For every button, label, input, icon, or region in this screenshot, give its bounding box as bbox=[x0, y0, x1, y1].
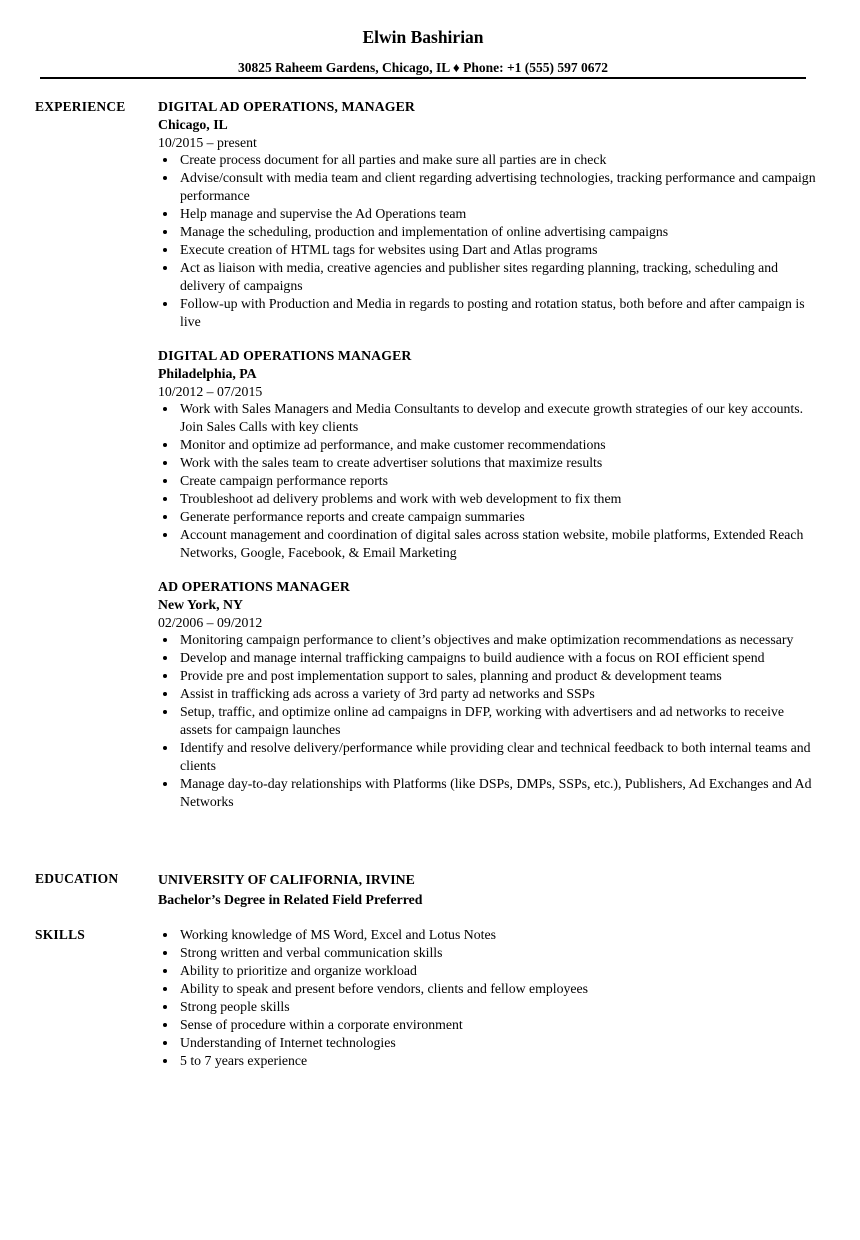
list-item: Strong people skills bbox=[158, 998, 818, 1016]
skills-heading: SKILLS bbox=[35, 927, 85, 942]
candidate-name: Elwin Bashirian bbox=[362, 27, 484, 47]
job-dates: 02/2006 – 09/2012 bbox=[158, 615, 263, 630]
list-item: Manage day-to-day relationships with Platforms (like DSPs, DMPs, SSPs, etc.), Publishers, Ad Exchanges and Ad Networks bbox=[158, 775, 818, 811]
job-dates: 10/2012 – 07/2015 bbox=[158, 384, 263, 399]
list-item: Create process document for all parties and make sure all parties are in check bbox=[158, 151, 818, 169]
list-item: Work with the sales team to create advertiser solutions that maximize results bbox=[158, 454, 818, 472]
job-bullets bbox=[158, 631, 818, 811]
education-heading: EDUCATION bbox=[35, 871, 119, 886]
list-item: Provide pre and post implementation support to sales, planning and product & development teams bbox=[158, 667, 818, 685]
list-item: Follow-up with Production and Media in regards to posting and rotation status, both before and after campaign is live bbox=[158, 295, 818, 331]
job-location: New York, NY bbox=[158, 597, 243, 612]
experience-content bbox=[158, 98, 818, 827]
list-item: Understanding of Internet technologies bbox=[158, 1034, 818, 1052]
skills-content bbox=[158, 926, 818, 1070]
job-title: DIGITAL AD OPERATIONS MANAGER bbox=[158, 348, 412, 363]
job-bullets bbox=[158, 400, 818, 562]
header-divider bbox=[40, 77, 806, 79]
list-item: Develop and manage internal trafficking campaigns to build audience with a focus on ROI efficient spend bbox=[158, 649, 818, 667]
list-item: Help manage and supervise the Ad Operations team bbox=[158, 205, 818, 223]
job-bullets bbox=[158, 151, 818, 331]
list-item: 5 to 7 years experience bbox=[158, 1052, 818, 1070]
list-item: Working knowledge of MS Word, Excel and Lotus Notes bbox=[158, 926, 818, 944]
degree: Bachelor’s Degree in Related Field Preferred bbox=[158, 892, 423, 907]
list-item: Create campaign performance reports bbox=[158, 472, 818, 490]
list-item: Monitoring campaign performance to client’s objectives and make optimization recommendations as necessary bbox=[158, 631, 818, 649]
list-item: Strong written and verbal communication skills bbox=[158, 944, 818, 962]
list-item: Assist in trafficking ads across a variety of 3rd party ad networks and SSPs bbox=[158, 685, 818, 703]
job-location: Chicago, IL bbox=[158, 117, 228, 132]
list-item: Troubleshoot ad delivery problems and work with web development to fix them bbox=[158, 490, 818, 508]
list-item: Account management and coordination of digital sales across station website, mobile platforms, Extended Reach Networks, Google, Facebook, & Email Marketing bbox=[158, 526, 818, 562]
job-dates: 10/2015 – present bbox=[158, 135, 257, 150]
list-item: Sense of procedure within a corporate environment bbox=[158, 1016, 818, 1034]
education-content bbox=[158, 870, 818, 910]
list-item: Monitor and optimize ad performance, and make customer recommendations bbox=[158, 436, 818, 454]
school-name: UNIVERSITY OF CALIFORNIA, IRVINE bbox=[158, 872, 415, 887]
job-entry bbox=[158, 578, 818, 811]
job-location: Philadelphia, PA bbox=[158, 366, 257, 381]
job-title: AD OPERATIONS MANAGER bbox=[158, 579, 350, 594]
list-item: Identify and resolve delivery/performance while providing clear and technical feedback to both internal teams and clients bbox=[158, 739, 818, 775]
job-entry bbox=[158, 98, 818, 331]
list-item: Generate performance reports and create campaign summaries bbox=[158, 508, 818, 526]
list-item: Ability to prioritize and organize workload bbox=[158, 962, 818, 980]
list-item: Setup, traffic, and optimize online ad campaigns in DFP, working with advertisers and ad networks to receive assets for campaign launches bbox=[158, 703, 818, 739]
list-item: Manage the scheduling, production and implementation of online advertising campaigns bbox=[158, 223, 818, 241]
list-item: Act as liaison with media, creative agencies and publisher sites regarding planning, tracking, scheduling and delivery of campaigns bbox=[158, 259, 818, 295]
list-item: Advise/consult with media team and client regarding advertising technologies, tracking performance and campaign performance bbox=[158, 169, 818, 205]
job-entry bbox=[158, 347, 818, 562]
contact-line: 30825 Raheem Gardens, Chicago, IL ♦ Phone: +1 (555) 597 0672 bbox=[237, 60, 609, 75]
list-item: Work with Sales Managers and Media Consultants to develop and execute growth strategies of our key accounts. Join Sales Calls with key clients bbox=[158, 400, 818, 436]
list-item: Execute creation of HTML tags for websites using Dart and Atlas programs bbox=[158, 241, 818, 259]
experience-heading: EXPERIENCE bbox=[35, 99, 126, 114]
skills-list bbox=[158, 926, 818, 1070]
job-title: DIGITAL AD OPERATIONS, MANAGER bbox=[158, 99, 415, 114]
list-item: Ability to speak and present before vendors, clients and fellow employees bbox=[158, 980, 818, 998]
